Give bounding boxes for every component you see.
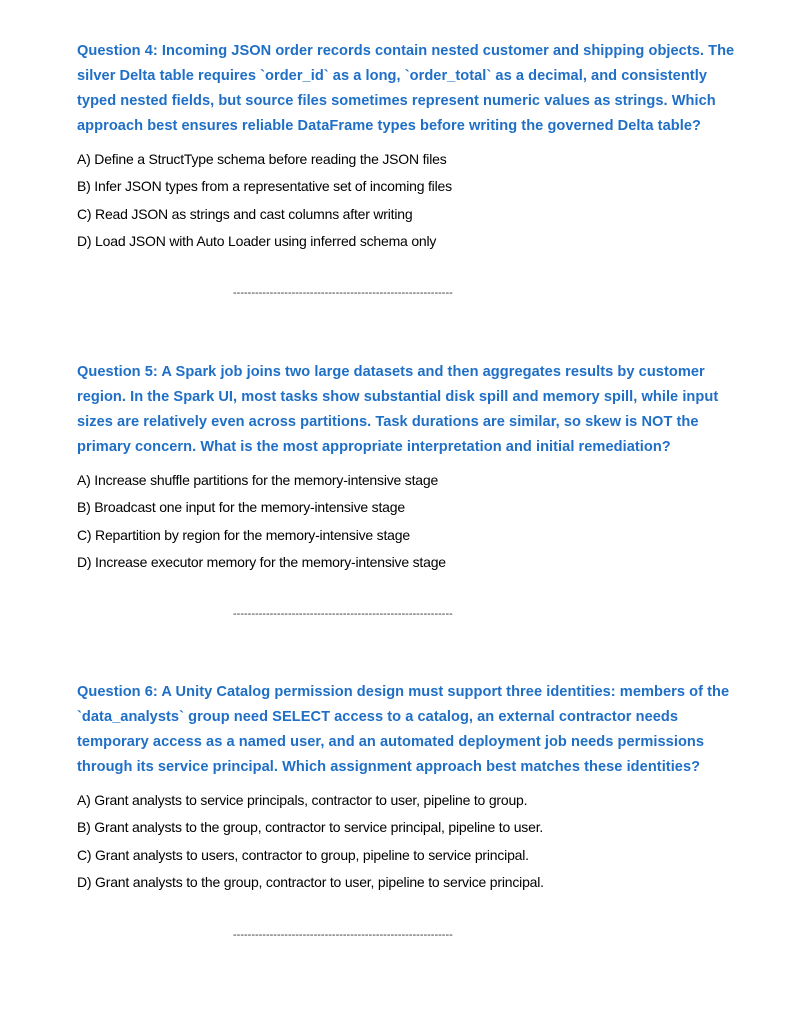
- answer-option-a: A) Define a StructType schema before reading the JSON files: [77, 151, 447, 167]
- question-block-4: [77, 39, 737, 255]
- answer-option-c: C) Grant analysts to users, contractor to group, pipeline to service principal.: [77, 846, 529, 863]
- answer-option-a: A) Grant analysts to service principals, contractor to user, pipeline to group.: [77, 792, 528, 808]
- answer-options: [77, 467, 737, 576]
- answer-option-d: D) Increase executor memory for the memory-intensive stage: [77, 553, 446, 570]
- answer-options: [77, 146, 737, 255]
- answer-options: [77, 787, 737, 896]
- question-block-5: [77, 360, 737, 576]
- answer-option-d: D) Grant analysts to the group, contractor to user, pipeline to service principal.: [77, 873, 544, 890]
- answer-option-b: B) Grant analysts to the group, contractor to service principal, pipeline to user.: [77, 819, 544, 836]
- question-text: Question 6: A Unity Catalog permission design must support three identities: members of the `data_analysts` group need SELECT access to a catalog, an external contractor needs temporary access as a named user, and an automated deployment job needs permissions through its service principal. Which assignment approach best matches these identities?: [77, 684, 730, 775]
- separator-line: ------------------------------------------------------------: [233, 287, 453, 299]
- question-text: Question 4: Incoming JSON order records contain nested customer and shipping objects. The silver Delta table requires `order_id` as a long, `order_total` as a decimal, and consistently typed nested fields, but source files sometimes represent numeric values as strings. Which approach best ensures reliable DataFrame types before writing the governed Delta table?: [77, 43, 735, 134]
- answer-option-b: B) Infer JSON types from a representative set of incoming files: [77, 178, 452, 195]
- answer-option-b: B) Broadcast one input for the memory-intensive stage: [77, 499, 405, 516]
- answer-option-c: C) Repartition by region for the memory-intensive stage: [77, 526, 410, 543]
- question-text: Question 5: A Spark job joins two large datasets and then aggregates results by customer region. In the Spark UI, most tasks show substantial disk spill and memory spill, while input sizes are relatively even across partitions. Task durations are similar, so skew is NOT the primary concern. What is the most appropriate interpretation and initial remediation?: [77, 364, 719, 455]
- answer-option-a: A) Increase shuffle partitions for the memory-intensive stage: [77, 472, 439, 488]
- separator-line: ------------------------------------------------------------: [233, 929, 453, 941]
- separator-line: ------------------------------------------------------------: [233, 608, 453, 620]
- question-block-6: [77, 680, 737, 896]
- answer-option-d: D) Load JSON with Auto Loader using inferred schema only: [77, 232, 437, 249]
- answer-option-c: C) Read JSON as strings and cast columns after writing: [77, 205, 413, 222]
